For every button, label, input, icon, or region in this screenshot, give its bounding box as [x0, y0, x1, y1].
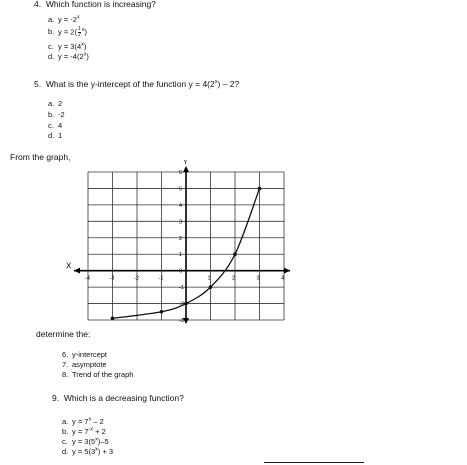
bottom-divider	[264, 462, 364, 463]
y-tick-label: 4	[179, 202, 183, 209]
y-tick-label: 0	[179, 268, 183, 275]
option-exponent: x	[76, 14, 80, 21]
item-asymptote	[62, 361, 107, 369]
q9-option-c[interactable]	[62, 438, 109, 446]
item-text: asymptote	[72, 360, 107, 369]
option-value: 1	[58, 131, 63, 140]
tick-labels	[66, 160, 284, 324]
fraction-numerator: 1	[77, 26, 81, 32]
option-base: y = 7	[72, 417, 89, 426]
q4-option-d[interactable]	[48, 53, 89, 61]
fraction-denominator: 2	[77, 32, 81, 38]
option-letter: a.	[48, 15, 55, 24]
q9-option-d[interactable]	[62, 448, 113, 456]
q5-option-d[interactable]	[48, 132, 62, 140]
x-tick-label: 4	[281, 275, 285, 282]
y-tick-label: -3	[179, 318, 184, 324]
option-tail: )	[86, 52, 89, 61]
x-tick-label: -1	[158, 275, 164, 282]
option-tail: )	[84, 27, 87, 37]
x-tick-label: -2	[134, 275, 139, 282]
y-axis-arrow-top	[183, 166, 189, 172]
q5-heading	[34, 80, 239, 89]
data-point	[209, 285, 213, 289]
option-letter: b.	[62, 427, 69, 436]
item-number: 7.	[62, 360, 69, 369]
option-tail: )–5	[97, 437, 109, 446]
option-letter: a.	[62, 417, 69, 426]
q9-option-a[interactable]	[62, 418, 104, 426]
q5-number: 5.	[34, 79, 42, 89]
option-base: y = 3(4	[58, 42, 82, 51]
option-letter: a.	[48, 99, 55, 108]
y-tick-label: -1	[179, 285, 184, 292]
x-axis-label: X	[66, 261, 72, 271]
data-point	[160, 310, 164, 314]
y-tick-label: 2	[179, 235, 183, 242]
q4-number: 4.	[34, 0, 42, 9]
option-value: 4	[58, 121, 63, 130]
item-number: 6.	[62, 350, 69, 359]
option-base: y = -4(2	[58, 52, 84, 61]
option-letter: d.	[62, 447, 69, 456]
x-tick-label: 3	[256, 275, 260, 282]
option-base: y = 2(	[58, 27, 77, 37]
q9-option-b[interactable]	[62, 428, 106, 436]
option-letter: c.	[62, 437, 68, 446]
option-tail: – 2	[91, 417, 104, 426]
option-letter: d.	[48, 131, 55, 140]
item-y-intercept	[62, 351, 107, 359]
option-exponent: x	[95, 446, 98, 453]
q5-exponent: x	[214, 79, 218, 86]
option-exponent: x	[81, 41, 84, 48]
q5-text: What is the y-intercept of the function y = 4(2	[45, 79, 215, 89]
data-point	[233, 252, 237, 256]
x-tick-label: 1	[207, 275, 211, 282]
x-tick-label: -4	[85, 275, 90, 282]
y-tick-label: -2	[179, 301, 184, 308]
option-base: y = 5(3	[72, 447, 96, 456]
option-tail: ) + 3	[97, 447, 114, 456]
x-tick-label: -3	[109, 275, 115, 282]
option-value: -2	[58, 110, 65, 119]
item-number: 8.	[62, 370, 69, 379]
item-text: Trend of the graph	[72, 370, 134, 379]
option-value: 2	[58, 99, 63, 108]
data-point	[258, 187, 262, 191]
x-tick-label: 2	[232, 275, 236, 282]
option-tail: + 2	[93, 427, 106, 436]
option-fraction	[78, 27, 81, 38]
q4-option-b[interactable]	[48, 27, 87, 38]
q9-text: Which is a decreasing function?	[63, 393, 184, 403]
q5-option-c[interactable]	[48, 122, 62, 130]
q5-option-a[interactable]	[48, 100, 62, 108]
exponential-graph	[60, 160, 300, 330]
option-letter: b.	[48, 27, 55, 37]
y-axis-arrow-bottom	[183, 318, 189, 324]
q4-option-c[interactable]	[48, 43, 86, 51]
option-tail: )	[83, 42, 87, 51]
option-exponent: x	[83, 51, 87, 58]
y-tick-label: 1	[179, 252, 183, 259]
q5-option-b[interactable]	[48, 111, 65, 119]
data-point	[184, 302, 188, 306]
option-letter: b.	[48, 110, 55, 119]
x-axis-arrow-right	[284, 268, 290, 274]
option-letter: c.	[48, 42, 54, 51]
q5-text-end: ) – 2?	[217, 79, 240, 89]
q9-heading	[52, 394, 184, 403]
option-exponent: -x	[88, 426, 94, 433]
item-text: y-intercept	[72, 350, 108, 359]
option-exponent: x	[81, 26, 85, 33]
option-base: y = -2	[58, 15, 77, 24]
y-axis-label: Y	[183, 160, 188, 166]
option-base: y = 3(5	[72, 437, 96, 446]
determine-label: determine the:	[36, 329, 91, 339]
item-trend	[62, 371, 133, 379]
q4-text: Which function is increasing?	[45, 0, 156, 9]
y-tick-label: 6	[179, 170, 183, 176]
option-letter: c.	[48, 121, 54, 130]
q9-number: 9.	[52, 393, 60, 403]
q4-option-a[interactable]	[48, 16, 80, 24]
option-base: y = 7	[72, 427, 89, 436]
y-tick-label: 3	[179, 219, 183, 226]
option-letter: d.	[48, 52, 55, 61]
option-exponent: x	[88, 416, 92, 423]
data-point	[111, 317, 115, 321]
x-axis-arrow-left	[74, 268, 80, 274]
graph-intro: From the graph,	[10, 152, 71, 162]
y-tick-label: 5	[179, 186, 183, 193]
q4-heading	[34, 0, 156, 9]
option-exponent: x	[95, 436, 98, 443]
